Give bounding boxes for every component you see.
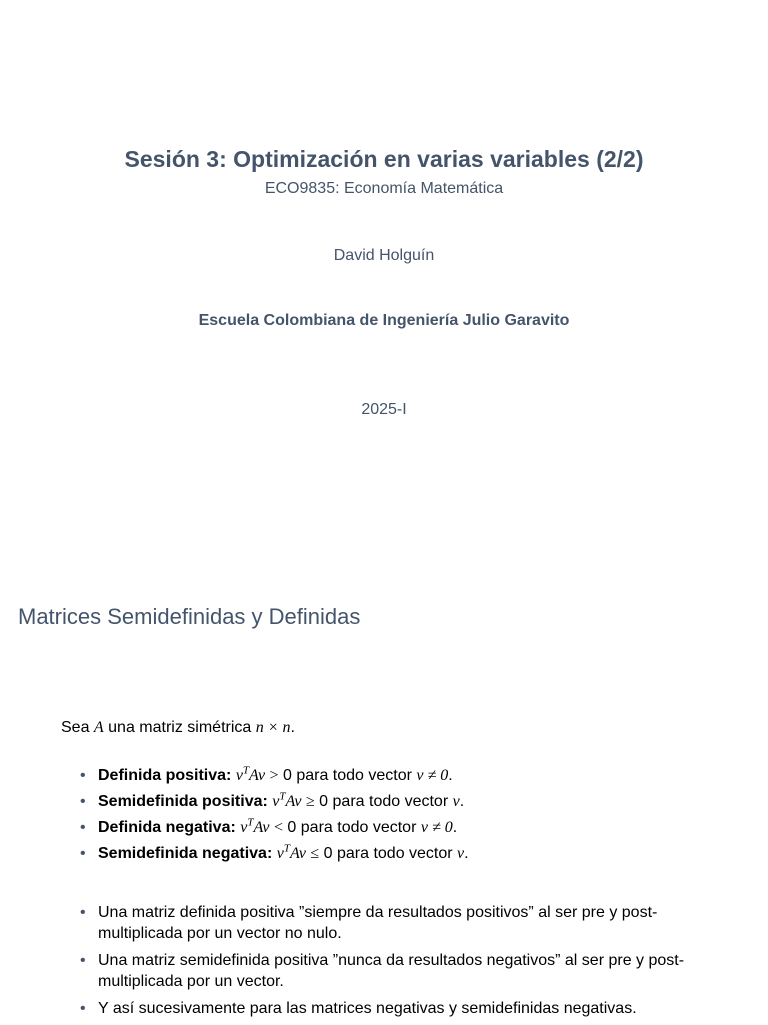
definition-rest: 0 para todo vector — [282, 819, 421, 836]
author-name: David Holguín — [333, 247, 435, 264]
matrix-vector-product: Av — [249, 767, 266, 784]
dimension-expression: n × n — [255, 719, 291, 736]
definition-rest: 0 para todo vector — [278, 767, 417, 784]
transpose-symbol: T — [247, 816, 254, 829]
vector-condition: v — [457, 845, 465, 862]
definition-end: . — [448, 767, 453, 784]
content-slide — [0, 580, 768, 1024]
note-text: Una matriz semidefinida positiva ”nunca da resultados negativos” al ser pre y post-multiplicada por un vector. — [98, 952, 685, 990]
definition-rest: 0 para todo vector — [319, 845, 458, 862]
matrix-vector-product: Av — [285, 793, 302, 810]
note-text: Y así sucesivamente para las matrices negativas y semidefinidas negativas. — [98, 1000, 637, 1017]
note-item — [80, 950, 720, 992]
slide-title: Matrices Semidefinidas y Definidas — [18, 604, 361, 629]
relation-operator: ≥ — [305, 793, 315, 810]
intro-suffix: . — [290, 719, 295, 736]
vector-symbol: v — [272, 793, 280, 810]
definition-term: Definida positiva: — [98, 767, 232, 784]
definition-end: . — [459, 793, 465, 810]
vector-condition: v ≠ 0 — [420, 819, 453, 836]
definition-item — [80, 792, 720, 811]
definition-end: . — [464, 845, 469, 862]
bullet-icon: • — [80, 767, 86, 784]
intro-sentence — [61, 719, 295, 737]
intro-middle: una matriz simétrica — [103, 719, 256, 736]
matrix-vector-product: Av — [289, 845, 306, 862]
course-subtitle: ECO9835: Economía Matemática — [264, 180, 504, 197]
bullet-icon: • — [80, 845, 86, 862]
vector-symbol: v — [276, 845, 284, 862]
notes-list — [80, 902, 720, 1025]
definition-item — [80, 818, 720, 837]
bullet-icon: • — [80, 819, 86, 836]
transpose-symbol: T — [279, 790, 286, 803]
vector-symbol: v — [240, 819, 248, 836]
transpose-symbol: T — [242, 764, 250, 777]
transpose-symbol: T — [283, 842, 290, 855]
vector-condition: v — [452, 793, 460, 810]
relation-operator: ≤ — [310, 845, 320, 862]
definition-item — [80, 766, 720, 785]
note-item — [80, 902, 720, 944]
presentation-title: Sesión 3: Optimización en varias variables (2/2) — [124, 146, 644, 172]
note-item — [80, 998, 720, 1019]
definition-rest: 0 para todo vector — [314, 793, 453, 810]
bullet-icon: • — [80, 904, 86, 921]
term-date: 2025-I — [361, 401, 407, 418]
definitions-list — [80, 766, 720, 870]
definition-end: . — [452, 819, 458, 836]
intro-prefix: Sea — [61, 719, 94, 736]
vector-symbol: v — [235, 767, 243, 784]
matrix-vector-product: Av — [253, 819, 270, 836]
bullet-icon: • — [80, 793, 86, 810]
note-text: Una matriz definida positiva ”siempre da resultados positivos” al ser pre y post-multiplicada por un vector no nulo. — [98, 904, 658, 942]
institution-name: Escuela Colombiana de Ingeniería Julio Garavito — [198, 312, 570, 329]
definition-term: Semidefinida positiva: — [98, 793, 268, 810]
vector-condition: v ≠ 0 — [416, 767, 449, 784]
definition-term: Definida negativa: — [98, 819, 236, 836]
relation-operator: > — [269, 767, 279, 784]
bullet-icon: • — [80, 1000, 86, 1017]
bullet-icon: • — [80, 952, 86, 969]
relation-operator: < — [273, 819, 283, 836]
definition-item — [80, 844, 720, 863]
matrix-symbol: A — [93, 719, 104, 736]
definition-term: Semidefinida negativa: — [98, 845, 273, 862]
